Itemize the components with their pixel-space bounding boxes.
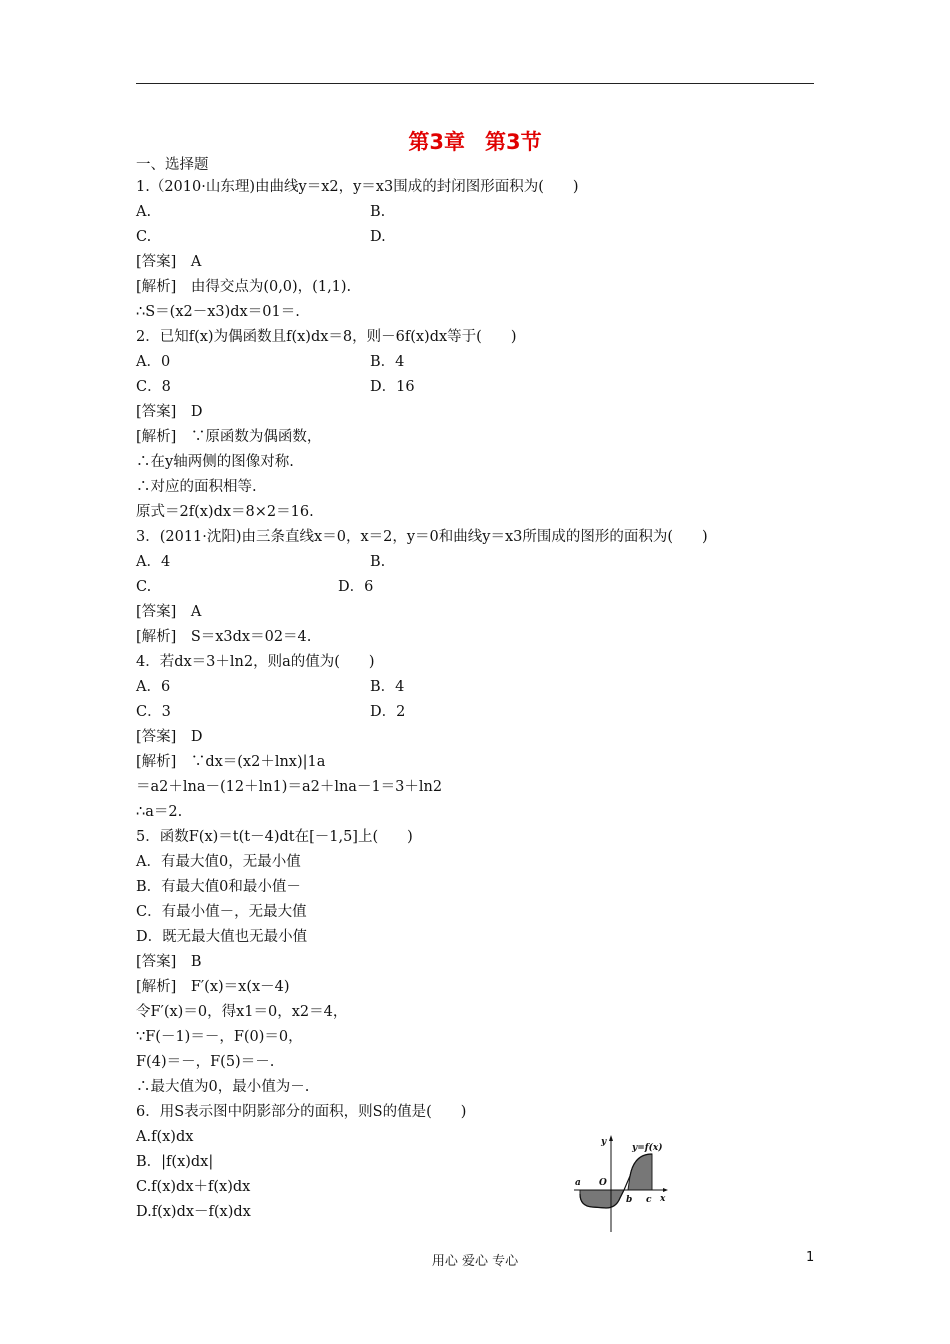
option-column-2: B.	[370, 204, 386, 220]
text-line: [答案] D	[136, 404, 203, 420]
text-line: C.f(x)dx＋f(x)dx	[136, 1179, 251, 1195]
text-line: ∴在y轴两侧的图像对称.	[136, 454, 294, 470]
text-line: 令F′(x)＝0，得x1＝0，x2＝4，	[136, 1004, 348, 1020]
text-line: [答案] D	[136, 729, 203, 745]
text-line: A.f(x)dx	[136, 1129, 194, 1145]
section-label: 第3节	[485, 130, 542, 154]
text-line: D．既无最大值也无最小值	[136, 929, 308, 945]
chapter-label: 第3章	[408, 130, 465, 154]
option-column-2: D．2	[370, 704, 406, 720]
text-line: A．4	[136, 554, 171, 570]
option-column-2: B．4	[370, 354, 405, 370]
text-line: [解析] ∵dx＝(x2＋lnx)|1a	[136, 754, 326, 770]
page-title	[0, 126, 950, 156]
option-column-2: D.	[370, 229, 386, 245]
text-line: C．有最小值－，无最大值	[136, 904, 307, 920]
text-line: [解析] F′(x)＝x(x－4)	[136, 979, 290, 995]
text-line: [答案] A	[136, 604, 202, 620]
figure-label-o: O	[599, 1178, 607, 1188]
section-heading: 一、选择题	[136, 157, 209, 173]
text-line: 2．已知f(x)为偶函数且f(x)dx＝8，则－6f(x)dx等于( )	[136, 329, 517, 345]
figure-label-b: b	[626, 1195, 633, 1205]
figure-label-c: c	[646, 1195, 652, 1205]
option-column-2: B.	[370, 554, 386, 570]
option-column-2: B．4	[370, 679, 405, 695]
text-line: 3．(2011·沈阳)由三条直线x＝0，x＝2，y＝0和曲线y＝x3所围成的图形的面积为( )	[136, 529, 708, 545]
header-rule	[136, 83, 814, 84]
text-line: [解析] ∵原函数为偶函数，	[136, 429, 322, 445]
text-line: [答案] B	[136, 954, 202, 970]
text-line: A．0	[136, 354, 171, 370]
text-line: C．8	[136, 379, 171, 395]
text-line: D.f(x)dx－f(x)dx	[136, 1204, 251, 1220]
text-line: 5．函数F(x)＝t(t－4)dt在[－1,5]上( )	[136, 829, 413, 845]
text-line: ∴S＝(x2－x3)dx＝01＝.	[136, 304, 300, 320]
text-line: 6．用S表示图中阴影部分的面积，则S的值是( )	[136, 1104, 467, 1120]
text-line: ∵F(－1)＝－，F(0)＝0，	[136, 1029, 303, 1045]
text-line: B．有最大值0和最小值－	[136, 879, 301, 895]
figure-label-fx: y=f(x)	[632, 1143, 663, 1153]
option-column-2: D．16	[370, 379, 415, 395]
figure-label-x: x	[660, 1194, 666, 1204]
page-footer: 用心 爱心 专心	[431, 1254, 519, 1269]
text-line: [答案] A	[136, 254, 202, 270]
text-line: F(4)＝－，F(5)＝－.	[136, 1054, 275, 1070]
text-line: 4．若dx＝3＋ln2，则a的值为( )	[136, 654, 375, 670]
option-column-2: D．6	[338, 579, 374, 595]
text-line: [解析] S＝x3dx＝02＝4.	[136, 629, 312, 645]
text-line: B．|f(x)dx|	[136, 1154, 214, 1170]
text-line: ＝a2＋lna－(12＋ln1)＝a2＋lna－1＝3＋ln2	[136, 779, 443, 795]
figure-label-a: a	[575, 1178, 581, 1188]
text-line: C.	[136, 229, 152, 245]
text-line: ∴a＝2.	[136, 804, 183, 820]
text-line: ∴最大值为0，最小值为－.	[136, 1079, 310, 1095]
function-graph	[570, 1132, 674, 1234]
text-line: 原式＝2f(x)dx＝8×2＝16.	[136, 504, 314, 520]
text-line: 1.（2010·山东理)由曲线y＝x2，y＝x3围成的封闭图形面积为( )	[136, 179, 579, 195]
figure-label-y: y	[601, 1137, 607, 1147]
text-line: A．有最大值0，无最小值	[136, 854, 301, 870]
text-line: ∴对应的面积相等.	[136, 479, 257, 495]
text-line: A．6	[136, 679, 171, 695]
text-line: C．3	[136, 704, 171, 720]
text-line: C.	[136, 579, 152, 595]
text-line: A.	[136, 204, 152, 220]
page-number: 1	[806, 1250, 815, 1265]
text-line: [解析] 由得交点为(0,0)，(1,1).	[136, 279, 352, 295]
